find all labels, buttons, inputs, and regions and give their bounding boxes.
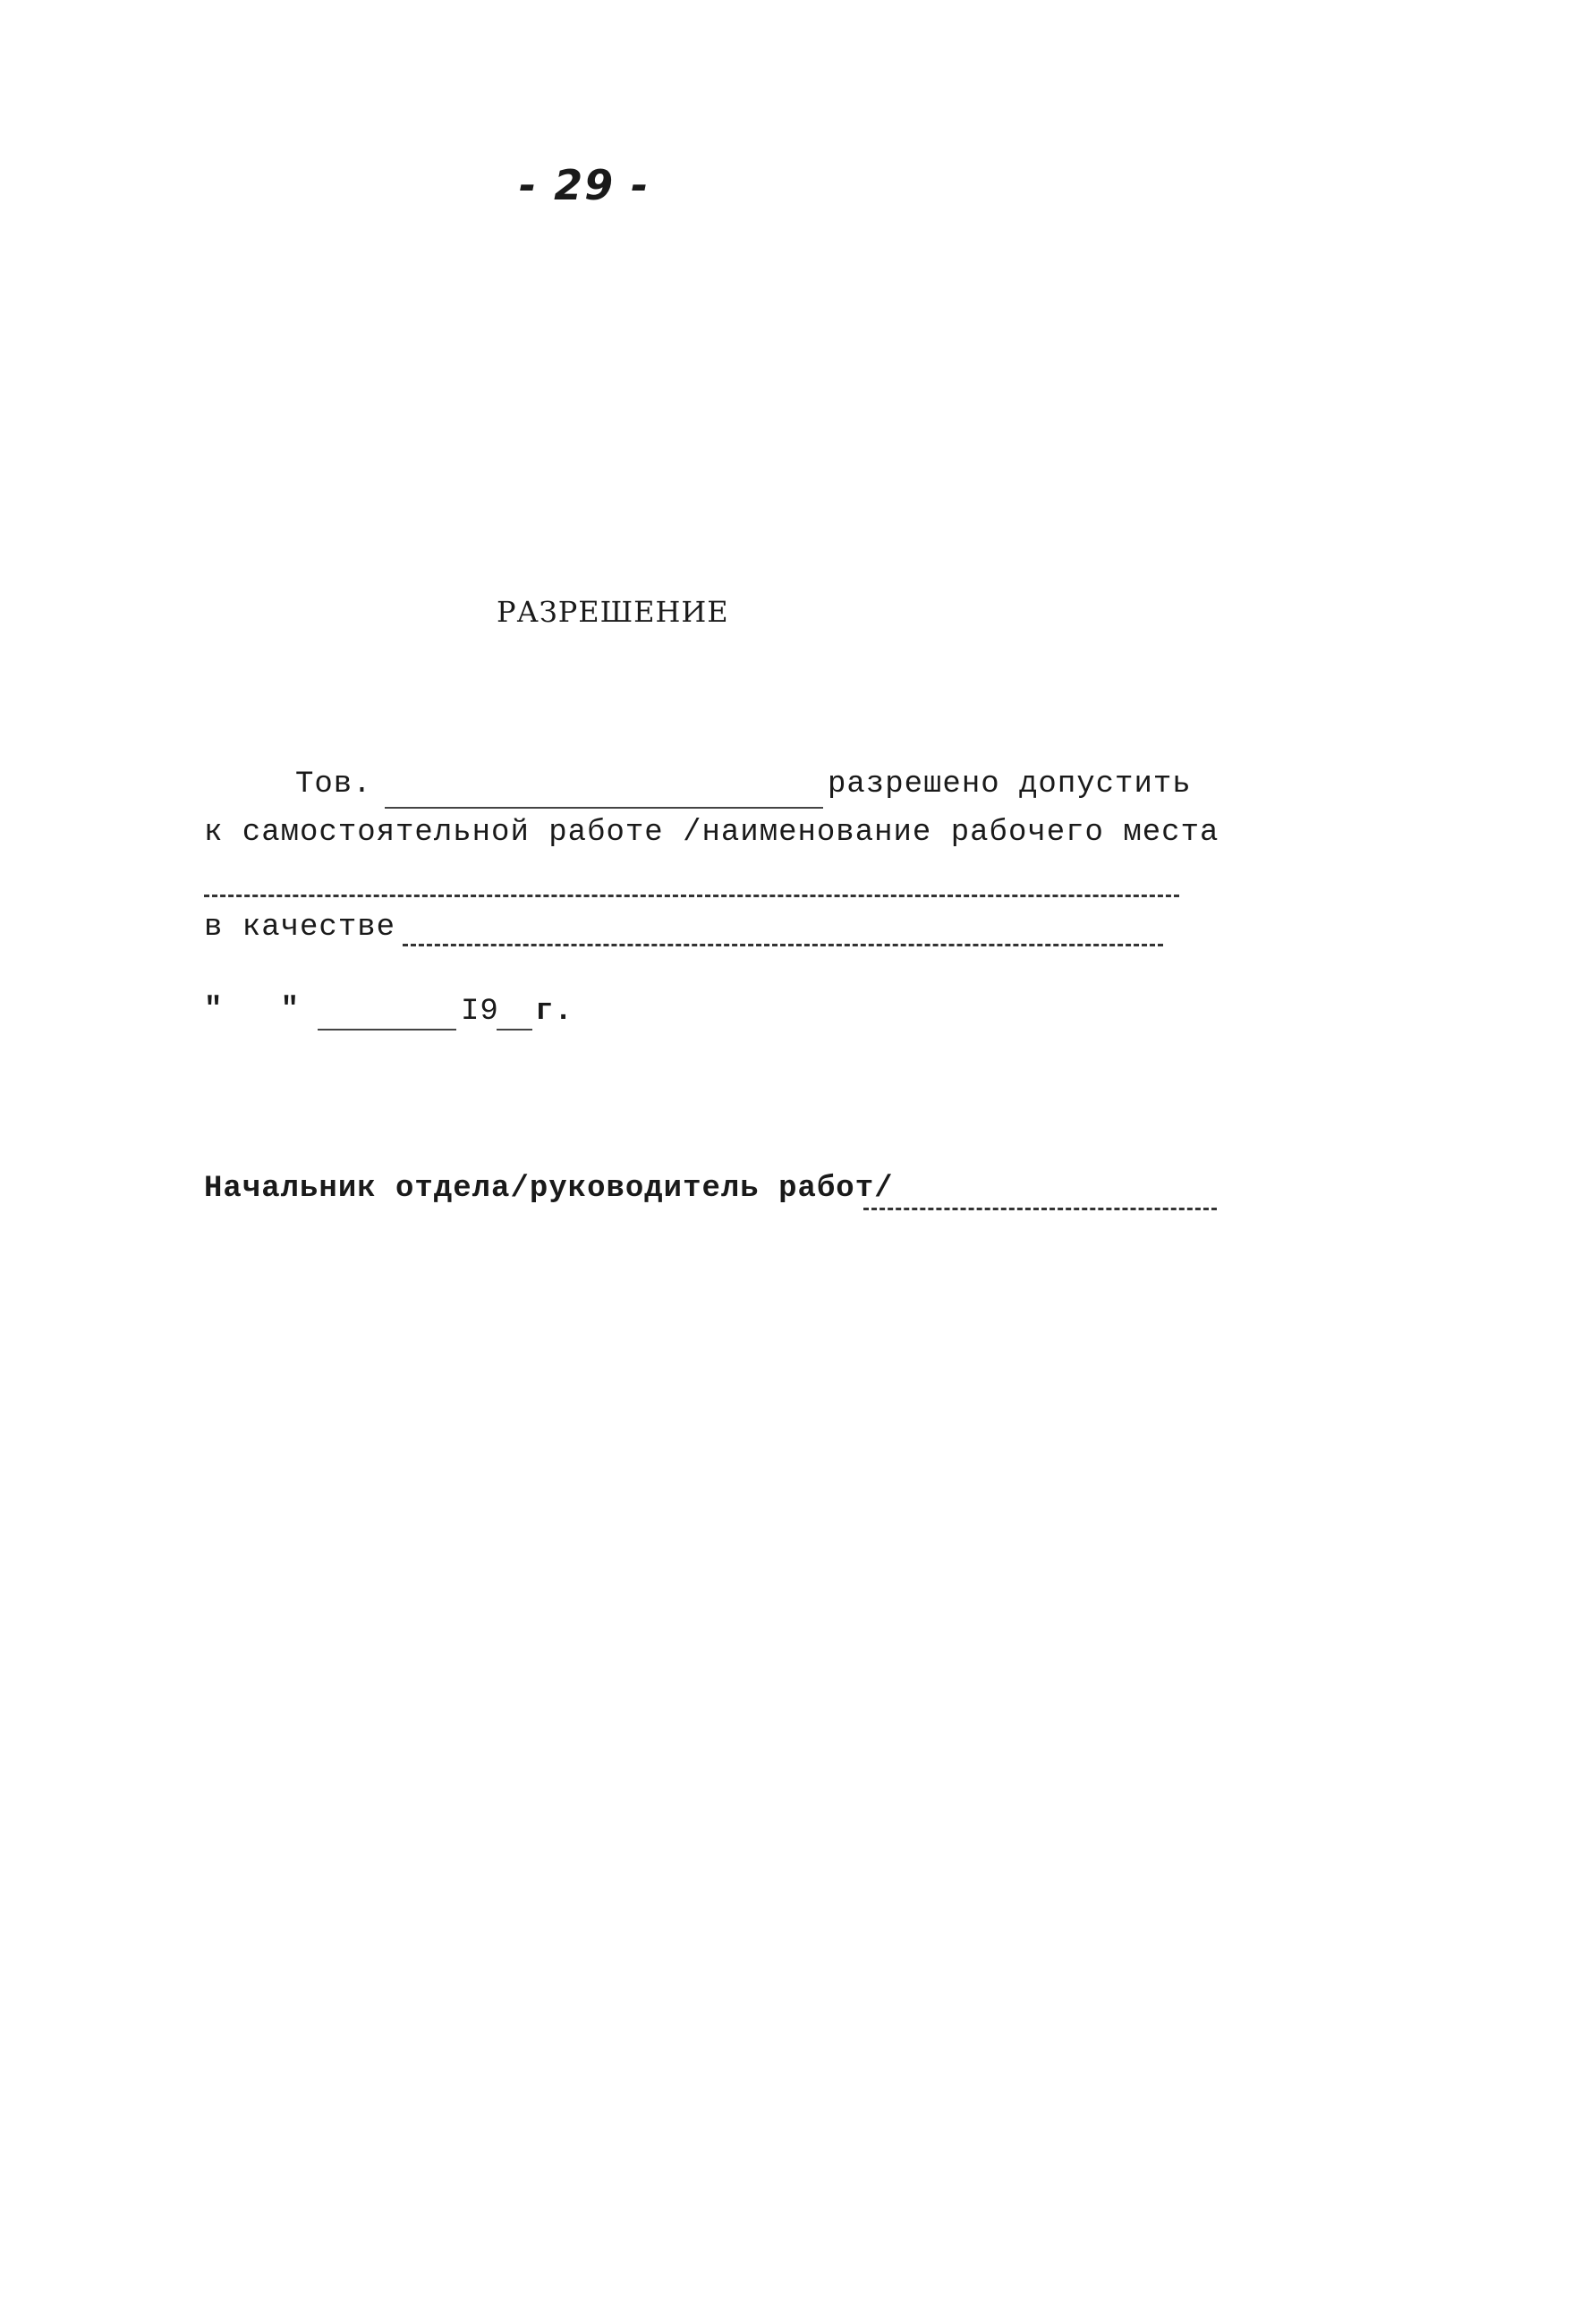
page-number: - 29 - (519, 161, 650, 209)
signature-label: Начальник отдела/руководитель работ/ (204, 1172, 894, 1206)
document-title: РАЗРЕШЕНИЕ (497, 595, 729, 629)
permission-text: разрешено допустить (828, 768, 1192, 802)
date-blank (318, 1029, 456, 1031)
workplace-line: к самостоятельной работе /наименование рабочего места (204, 816, 1219, 850)
name-blank (385, 807, 823, 809)
capacity-blank (403, 944, 1163, 946)
date-year: I9 (461, 995, 499, 1029)
capacity-label: в качестве (204, 911, 396, 945)
date-suffix: г. (535, 995, 574, 1029)
workplace-blank (204, 895, 1179, 897)
date-quotes: " " (204, 993, 301, 1027)
year-blank (497, 1029, 532, 1031)
signature-blank (863, 1208, 1217, 1210)
comrade-label: Тов. (295, 768, 372, 802)
